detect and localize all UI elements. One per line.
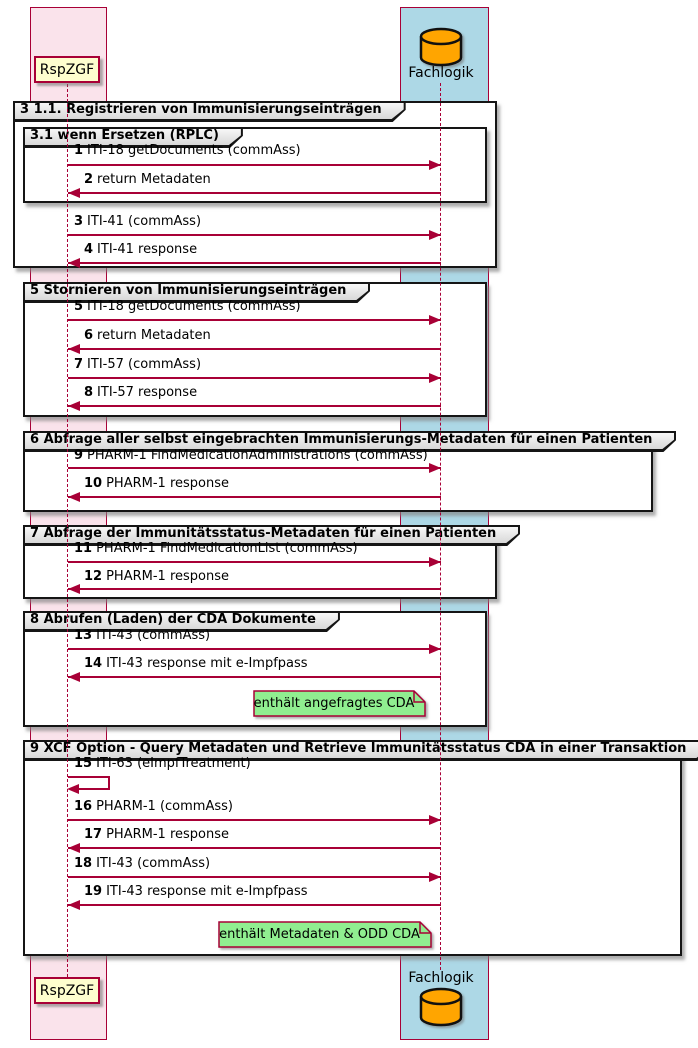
message-label: 14 ITI-43 response mit e-Impfpass [84,656,308,671]
self-message-arrow [78,788,110,790]
message-arrow-right [68,467,441,469]
message-arrow-right [68,648,441,650]
message-arrow-right [68,234,441,236]
message-label: 16 PHARM-1 (commAss) [74,799,233,814]
participant-fachlogik-top-label: Fachlogik [408,65,474,81]
frame-abfrage-alle-metadaten [23,431,653,512]
message-label: 7 ITI-57 (commAss) [74,357,202,372]
message-arrow-left [68,192,441,194]
message-label: 6 return Metadaten [84,328,211,343]
message-label: 1 ITI-18 getDocuments (commAss) [74,143,301,158]
message-arrow-left [68,405,441,407]
database-cylinder-icon [419,986,463,1032]
message-label: 3 ITI-41 (commAss) [74,214,202,229]
message-arrow-left [68,904,441,906]
message-arrow-right [68,377,441,379]
message-label: 17 PHARM-1 response [84,827,229,842]
participant-label: RspZGF [39,61,95,78]
message-label: 9 PHARM-1 FindMedicationAdministrations (commAss) [74,448,428,463]
participant-rspzgf-top [34,56,100,83]
frame-title: 9 XCF Option - Query Metadaten und Retrieve Immunitätsstatus CDA in einer Transaktion [30,741,687,756]
message-label: 4 ITI-41 response [84,242,198,257]
message-label: 18 ITI-43 (commAss) [74,856,211,871]
message-arrow-right [68,319,441,321]
frame-title: 5 Stornieren von Immunisierungseinträgen [30,283,347,298]
message-label: 5 ITI-18 getDocuments (commAss) [74,299,301,314]
frame-title: 3.1 wenn Ersetzen (RPLC) [30,128,219,143]
frame-title: 3 1.1. Registrieren von Immunisierungseinträgen [20,102,382,117]
self-message-arrowhead [67,784,79,794]
participant-fachlogik-bottom-label: Fachlogik [408,970,474,986]
message-arrow-right [68,876,441,878]
note-text: enthält angefragtes CDA [253,696,415,711]
message-arrow-left [68,588,441,590]
self-message-arrow [68,776,110,778]
message-arrow-left [68,348,441,350]
message-label: 15 ITI-63 (eImpfTreatment) [74,756,251,771]
message-arrow-right [68,164,441,166]
message-arrow-left [68,496,441,498]
frame-title: 7 Abfrage der Immunitätsstatus-Metadaten für einen Patienten [30,526,497,541]
participant-rspzgf-bottom [34,977,100,1004]
participant-label: RspZGF [39,982,95,999]
frame-title: 8 Abrufen (Laden) der CDA Dokumente [30,612,316,627]
note-text: enthält Metadaten & ODD CDA [219,927,420,942]
message-arrow-left [68,676,441,678]
message-label: 13 ITI-43 (commAss) [74,628,211,643]
message-arrow-right [68,561,441,563]
message-arrow-right [68,819,441,821]
message-label: 11 PHARM-1 FindMedicationList (commAss) [74,541,358,556]
message-label: 12 PHARM-1 response [84,569,229,584]
frame-title: 6 Abfrage aller selbst eingebrachten Immunisierungs-Metadaten für einen Patienten [30,432,653,447]
frame-registrieren-tab [13,101,406,122]
message-arrow-left [68,262,441,264]
message-arrow-left [68,847,441,849]
lifeline-fachlogik [440,83,441,970]
message-label: 8 ITI-57 response [84,385,198,400]
message-label: 2 return Metadaten [84,172,211,187]
message-label: 19 ITI-43 response mit e-Impfpass [84,884,308,899]
note-metadaten-odd-cda [218,921,433,948]
message-label: 10 PHARM-1 response [84,476,229,491]
note-cda [253,690,427,717]
